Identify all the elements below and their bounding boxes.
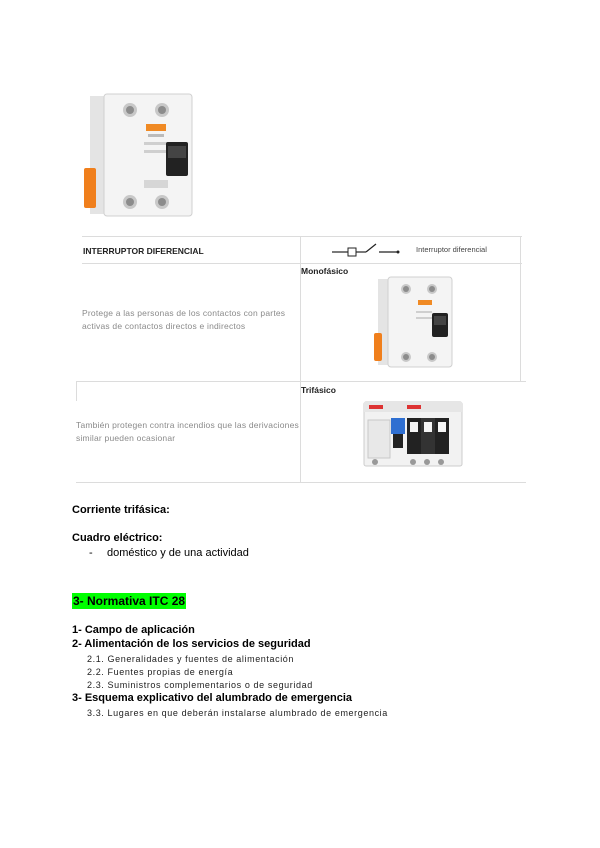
normativa-title [72,592,186,610]
normativa-item: 1- Campo de aplicación [72,624,195,636]
normativa-subitem: 2.3. Suministros complementarios o de seguridad [87,680,313,690]
table-line [76,381,526,382]
table-line [76,482,526,483]
section-cuadro: Cuadro eléctrico: [72,532,163,544]
table-header-left: INTERRUPTOR DIFERENCIAL [83,246,204,256]
normativa-item: 2- Alimentación de los servicios de seguridad [72,638,311,650]
normativa-item: 3- Esquema explicativo del alumbrado de emergencia [72,692,352,704]
row2-description: También protegen contra incendios que las derivaciones similar pueden ocasionar [76,420,299,443]
monophase-breaker-image [372,275,460,371]
section-trifasica: Corriente trifásica: [72,504,170,516]
symbol-label: Interruptor diferencial [416,245,487,254]
normativa-subitem: 2.2. Fuentes propias de energía [87,667,234,677]
normativa-highlight: 3- Normativa ITC 28 [73,594,186,608]
triphase-breaker-image [363,398,463,470]
row2-label: Trifásico [301,385,336,395]
table-line [76,381,77,401]
row1-label: Monofásico [301,266,349,276]
table-line [520,236,521,381]
table-line [82,263,522,264]
table-line [82,236,522,237]
normativa-subitem: 3.3. Lugares en que deberán instalarse alumbrado de emergencia [87,708,388,718]
switch-symbol-icon [318,239,418,261]
bullet-item: doméstico y de una actividad [107,547,249,559]
bullet-dash: - [89,547,93,559]
row1-description: Protege a las personas de los contactos con partes activas de contactos directos e indirectos [82,308,286,331]
normativa-subitem: 2.1. Generalidades y fuentes de alimentación [87,654,295,664]
differential-switch-image [82,90,204,220]
